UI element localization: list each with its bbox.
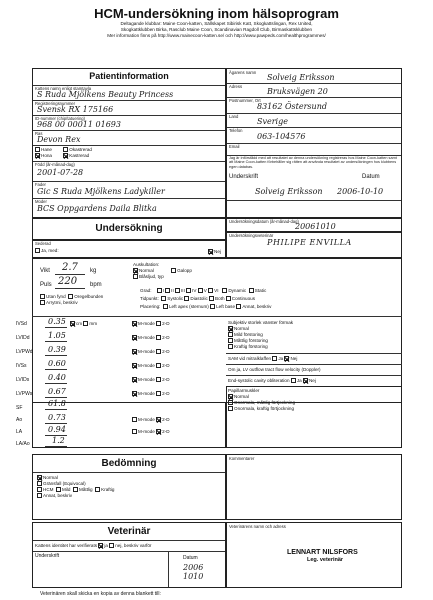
checkbox-ivss-mmode[interactable]	[132, 363, 137, 368]
ausc-label: Auskultation:	[133, 262, 160, 267]
address-label: Adress	[229, 84, 243, 89]
checkbox-grade-ii[interactable]	[162, 288, 170, 293]
exam-date-label: Undersökningsdatum (år-månad-dag)	[229, 219, 299, 224]
eso-ja-label: Ja	[296, 378, 302, 383]
lvpws-label: LVPWs	[16, 391, 33, 397]
hona-label: Hona	[41, 153, 52, 158]
measure-lvidd	[16, 335, 30, 341]
la-mmode-label: M-mode	[138, 429, 155, 434]
checkbox-ivss-2d[interactable]	[156, 363, 161, 368]
exam-title-box	[32, 218, 226, 240]
checkbox-lvpws-2d[interactable]	[156, 391, 161, 396]
exam-date-box	[226, 218, 402, 232]
address-value[interactable]: Bruksvägen 20	[267, 87, 328, 96]
eso-nej-label: Nej	[308, 378, 316, 383]
exam-date-value[interactable]: 20061010	[295, 222, 336, 231]
reg-number-value[interactable]: Svensk RX 175166	[37, 105, 114, 114]
sam-nej-label: Nej	[290, 356, 298, 361]
checkbox-lvpwd-2d[interactable]	[156, 349, 161, 354]
ivsd-label: IVSd	[16, 321, 27, 327]
timing-label: Tidpunkt:	[140, 296, 159, 301]
owner-date-label: Datum	[362, 174, 380, 180]
lvidd-2d-label: 2-D	[162, 335, 170, 340]
lvidd-mmode-label: M-mode	[138, 335, 155, 340]
checkbox-grade-iii[interactable]	[175, 288, 180, 293]
mother-value[interactable]: BCS Oppgardens Daila Blitka	[37, 204, 157, 213]
checkbox-oregelbunden[interactable]	[68, 294, 73, 299]
lvpws-mmode-label: M-mode	[138, 391, 155, 396]
vet-date-label: Datum	[183, 555, 198, 561]
checkbox-id-nej[interactable]	[109, 543, 114, 548]
assess-hcm-label: HCM	[43, 487, 54, 492]
lvidd-value[interactable]: 1.05	[48, 331, 66, 340]
grade-vi: VI	[214, 288, 219, 293]
eso-label: End-systolic cavity obliteration	[228, 378, 290, 383]
la-2d-label: 2-D	[162, 429, 170, 434]
grade-iv: IV	[192, 288, 197, 293]
checkbox-la-mmode[interactable]	[132, 429, 137, 434]
vet-stamp-title: Leg. veterinär	[307, 557, 344, 563]
ao-mmode-label: M-mode	[138, 417, 155, 422]
grade-i: I	[162, 288, 164, 293]
cm-label: cm	[76, 321, 83, 326]
checkbox-assess-equivocal[interactable]	[37, 481, 42, 486]
checkbox-subj-normal[interactable]	[228, 326, 233, 331]
checkbox-hona[interactable]	[35, 153, 40, 158]
checkbox-blasljud[interactable]	[133, 274, 138, 279]
measure-ivss	[16, 363, 27, 369]
mother-label: Moder	[35, 199, 47, 204]
measure-lvpwd	[16, 349, 33, 355]
lvids-value[interactable]: 0.40	[48, 373, 66, 382]
ausc-normal-label: Normal	[139, 268, 154, 273]
checkbox-lvidd-2d[interactable]	[156, 335, 161, 340]
cat-name-value[interactable]: S Ruda Mjölkens Beauty Princess	[37, 90, 174, 99]
country-value[interactable]: Sverige	[257, 117, 288, 126]
lvpwd-value[interactable]: 0.39	[48, 345, 66, 354]
left-base-label: Left base	[216, 304, 236, 309]
grade-v: V	[203, 288, 207, 293]
utan-fynd-label: Utan fynd	[46, 294, 66, 299]
lvpwd-2d-label: 2-D	[162, 349, 170, 354]
owner-signature[interactable]: Solveig Eriksson	[255, 187, 323, 196]
pulse-value[interactable]: 220	[58, 276, 78, 287]
assess-annat-label: Annat, beskriv	[43, 493, 73, 498]
checkbox-ivsd-mmode[interactable]	[132, 321, 137, 326]
checkbox-lvpwd-mmode[interactable]	[132, 349, 137, 354]
checkbox-ao-2d[interactable]	[156, 417, 161, 422]
checkbox-systolic[interactable]	[161, 296, 166, 301]
checkbox-ao-mmode[interactable]	[132, 417, 137, 422]
vet-sign-label: Underskrift	[35, 553, 60, 559]
checkbox-assess-mattlig[interactable]	[73, 487, 78, 492]
owner-sign-label: Underskrift	[229, 174, 259, 180]
weight-value[interactable]: 2.7	[62, 262, 78, 273]
la-label: LA	[16, 429, 23, 435]
cat-name-label: Kattens namn enligt stamtavla	[35, 86, 92, 91]
exam-section-title: Undersökning	[95, 223, 163, 234]
vet-id-text: Kattens identitet har verifierats	[35, 543, 98, 548]
la-ao-value[interactable]: 1.2	[52, 436, 65, 445]
vet-stamp-name: LENNART NILSFORS	[287, 549, 358, 556]
assess-normal-label: Normal	[43, 475, 58, 480]
checkbox-eso-ja[interactable]	[291, 378, 296, 383]
checkbox-grade-v[interactable]	[198, 288, 203, 293]
footer-text: Veterinären skall skicka en kopia av denna blankett till:	[40, 591, 161, 597]
lvpwd-label: LVPWd	[16, 349, 33, 355]
checkbox-sedation-yes[interactable]	[35, 248, 40, 253]
sedation-no-label: Nej	[214, 249, 221, 254]
assess-mild-label: Mild	[62, 487, 71, 492]
checkbox-ausc-normal[interactable]	[133, 268, 138, 273]
assess-mattlig-label: Måttlig	[79, 487, 93, 492]
checkbox-grade-iv[interactable]	[186, 288, 191, 293]
annat-place-label: Annat, beskriv	[242, 304, 272, 309]
sam-label: SAM vid mitralklaffen	[228, 356, 272, 361]
reg-number-label: Registreringsnummer	[35, 101, 76, 106]
weight-label: Vikt	[40, 268, 50, 274]
checkbox-sam-ja[interactable]	[272, 356, 277, 361]
assess-kraftig-label: Kraftig	[101, 487, 115, 492]
id-ja-label: ja	[104, 543, 108, 548]
checkbox-annat-place[interactable]	[236, 304, 241, 309]
consent-text: Jag är införstådd med att resultatet av denna undersökning registreras hos Maine Coon-katten samt att Maine Coon-katten förbehåller sig rätten att använda resultatet av undersökningen hos klubbens egen databas.	[229, 156, 397, 169]
diastolic-label: Diastolic	[190, 296, 208, 301]
vet-date-value[interactable]: 2006 1010	[183, 563, 204, 581]
kastrerad-label: Kastrerad	[69, 153, 90, 158]
country-label: Land	[229, 114, 239, 119]
patient-section-title: Patientinformation	[89, 71, 169, 81]
measure-ao	[16, 417, 22, 423]
checkbox-okastrerad[interactable]	[63, 147, 68, 152]
subj-mild-label: Mild förstoring	[234, 332, 263, 337]
subj-normal-label: Normal	[234, 326, 249, 331]
assess-equivocal-label: Gränsfall (Equivocal)	[43, 481, 86, 486]
grade-ii: II	[171, 288, 174, 293]
checkbox-subj-kraftig[interactable]	[228, 344, 233, 349]
grade-iii: III	[181, 288, 185, 293]
la-value[interactable]: 0.94	[48, 425, 66, 434]
owner-sign-date[interactable]: 2006-10-10	[337, 187, 384, 196]
mm-label: mm	[89, 321, 98, 326]
checkbox-la-2d[interactable]	[156, 429, 161, 434]
okastrerad-label: Okastrerad	[69, 147, 92, 152]
checkbox-lvidd-mmode[interactable]	[132, 335, 137, 340]
checkbox-assess-mild[interactable]	[56, 487, 61, 492]
checkbox-continuous[interactable]	[226, 296, 231, 301]
ao-label: Ao	[16, 417, 23, 423]
place-label: Placering:	[140, 304, 161, 309]
phone-label: Telefon	[229, 128, 243, 133]
checkbox-sedation-no[interactable]	[208, 249, 213, 254]
measure-ivsd	[16, 321, 27, 327]
checkbox-kastrerad[interactable]	[63, 153, 68, 158]
pap-title: Papillarmuskler	[228, 388, 260, 393]
birth-value[interactable]: 2001-07-28	[37, 168, 84, 177]
checkbox-assess-kraftig[interactable]	[95, 487, 100, 492]
comments-label: Kommentarer	[229, 456, 255, 461]
vet-stamp-box	[226, 522, 402, 588]
checkbox-grade-vi[interactable]	[208, 288, 213, 293]
checkbox-mm[interactable]	[83, 321, 88, 326]
left-apex-label: Left apex (sternum)	[169, 304, 209, 309]
checkbox-diastolic[interactable]	[184, 296, 189, 301]
vet-section	[32, 522, 226, 588]
sex-options	[35, 147, 92, 159]
checkbox-lvpws-mmode[interactable]	[132, 391, 137, 396]
checkbox-ivsd-2d[interactable]	[156, 321, 161, 326]
subj-kraftig-label: Kraftig förstoring	[234, 344, 268, 349]
la-ao-label: LA/Ao	[16, 441, 30, 447]
owner-section	[226, 68, 402, 218]
oregelbunden-label: Oregelbunden	[74, 294, 104, 299]
arrytmi-label: Arrytmi, beskriv	[46, 300, 78, 305]
assessment-section	[32, 454, 226, 520]
owner-name-value[interactable]: Solveig Eriksson	[267, 73, 335, 82]
header-clubs-line2: Skogkattklubben Birka, Rasclub Maine Coon, Scandinavian Ragdoll Club, Birmaskattsklubben	[120, 27, 313, 32]
lvids-mmode-label: M-mode	[138, 377, 155, 382]
checkbox-assess-hcm[interactable]	[37, 487, 42, 492]
ivsd-value[interactable]: 0.35	[48, 317, 66, 326]
checkbox-galopp[interactable]	[171, 268, 176, 273]
checkbox-both[interactable]	[209, 296, 214, 301]
systolic-label: Systolic	[167, 296, 184, 301]
checkbox-lvids-2d[interactable]	[156, 377, 161, 382]
both-label: Both	[215, 296, 225, 301]
checkbox-lvids-mmode[interactable]	[132, 377, 137, 382]
static-label: Static	[254, 288, 267, 293]
lvidd-label: LVIDd	[16, 335, 30, 341]
breed-value[interactable]: Devon Rex	[37, 135, 81, 144]
ao-2d-label: 2-D	[162, 417, 170, 422]
header-info-line: Mer information finns på http://www.mainecoon-katten.se/ och http://www.pawpeds.com/healthprogrammes/	[107, 33, 326, 38]
pulse-unit: bpm	[90, 282, 102, 288]
measure-sf	[16, 405, 22, 411]
breed-label: Ras	[35, 131, 43, 136]
owner-name-label: Ägarens namn	[229, 70, 257, 75]
lvids-2d-label: 2-D	[162, 377, 170, 382]
blasljud-label: Blåsljud, typ	[139, 274, 164, 279]
checkbox-hane[interactable]	[35, 147, 40, 152]
ivss-mmode-label: M-mode	[138, 363, 155, 368]
postal-label: Postnummer, Ort	[229, 98, 261, 103]
checkbox-left-base[interactable]	[210, 304, 215, 309]
checkbox-subj-mild[interactable]	[228, 332, 233, 337]
ivss-2d-label: 2-D	[162, 363, 170, 368]
assessment-title: Bedömning	[101, 458, 157, 469]
email-label: Email	[229, 144, 240, 149]
ivsd-2d-label: 2-D	[162, 321, 170, 326]
weight-unit: kg	[90, 268, 97, 274]
lvpws-2d-label: 2-D	[162, 391, 170, 396]
sf-label: SF	[16, 405, 23, 411]
dynamic-label: Dynamic	[228, 288, 247, 293]
sam-ja-label: Ja	[278, 356, 284, 361]
postal-value[interactable]: 83162 Östersund	[257, 102, 327, 111]
checkbox-static[interactable]	[249, 288, 254, 293]
ao-value[interactable]: 0.73	[48, 413, 66, 422]
chip-label: ID-nummer (chip/tatuering)	[35, 116, 86, 121]
lvpws-value[interactable]: 0.67	[48, 387, 66, 396]
measure-lvids	[16, 377, 29, 383]
checkbox-subj-mattlig[interactable]	[228, 338, 233, 343]
id-nej-label: nej, beskriv varför	[115, 543, 152, 548]
birth-label: Född (år-månad-dag)	[35, 162, 75, 167]
form-title: HCM-undersökning inom hälsoprogram	[94, 6, 339, 21]
sedation-yes-label: Ja, med:	[41, 248, 59, 253]
ivss-label: IVSs	[16, 363, 27, 369]
grade-label: Grad:	[140, 288, 152, 293]
measure-lvpws	[16, 391, 32, 397]
subj-title: Subjektiv storlek vänster förmak	[228, 320, 294, 325]
checkbox-utan-fynd[interactable]	[40, 294, 45, 299]
phone-value[interactable]: 063-104576	[257, 132, 306, 141]
vet-stamp-label: Veterinärens namn och adress	[229, 524, 286, 529]
checkbox-assess-annat[interactable]	[37, 493, 42, 498]
exam-vet-label: Undersökningsveterinär	[229, 233, 274, 238]
checkbox-dynamic[interactable]	[222, 288, 227, 293]
checkbox-eso-nej[interactable]	[303, 378, 308, 383]
vet-title: Veterinär	[107, 526, 151, 537]
continuous-label: Continuous	[231, 296, 256, 301]
sedation-label: Sederad	[35, 241, 51, 246]
lvids-label: LVIDs	[16, 377, 30, 383]
exam-vet-value[interactable]: PHILIPE ENVILLA	[267, 238, 352, 247]
checkbox-left-apex[interactable]	[163, 304, 168, 309]
chip-value[interactable]: 968 00 00011 01693	[37, 120, 121, 129]
pulse-label: Puls	[40, 282, 52, 288]
patient-section	[32, 68, 226, 218]
father-label: Fader	[35, 182, 46, 187]
exam-right-lower	[226, 386, 402, 448]
measure-la-ao	[16, 441, 30, 447]
hane-label: Hane	[41, 147, 52, 152]
father-value[interactable]: Gic S Ruda Mjölkens Ladykiller	[37, 187, 165, 196]
pap-kraftig-label: Onormala, kraftig förtjockning	[234, 406, 294, 411]
exam-vet-box	[226, 232, 402, 258]
checkbox-grade-i[interactable]	[157, 288, 162, 293]
checkbox-id-ja[interactable]	[98, 543, 103, 548]
measure-la	[16, 429, 22, 435]
ivss-value[interactable]: 0.60	[48, 359, 66, 368]
pap-mattlig-label: Onormala, måttlig förtjockning	[234, 400, 296, 405]
checkbox-assess-normal[interactable]	[37, 475, 42, 480]
header-clubs-line1: Deltagande klubbar: Maine Coon-katten, Sällskapet Sibirisk Katt, Skogkattslingan, Rex United,	[120, 21, 313, 26]
comments-box[interactable]	[226, 454, 402, 520]
galopp-label: Galopp	[177, 268, 192, 273]
ivsd-mmode-label: M-mode	[138, 321, 155, 326]
lvpwd-mmode-label: M-mode	[138, 349, 155, 354]
subj-mattlig-label: Måttlig förstoring	[234, 338, 268, 343]
om-ja-label: Om ja, LV outflow tract flow velocity (Doppler)	[228, 367, 321, 372]
checkbox-cm[interactable]	[70, 321, 75, 326]
form-header	[0, 6, 433, 39]
sf-value[interactable]: 61.8	[48, 399, 66, 408]
sedation-box	[32, 240, 226, 258]
checkbox-sam-nej[interactable]	[284, 356, 289, 361]
checkbox-arrytmi[interactable]	[40, 300, 45, 305]
pap-normal-label: Normal	[234, 394, 249, 399]
